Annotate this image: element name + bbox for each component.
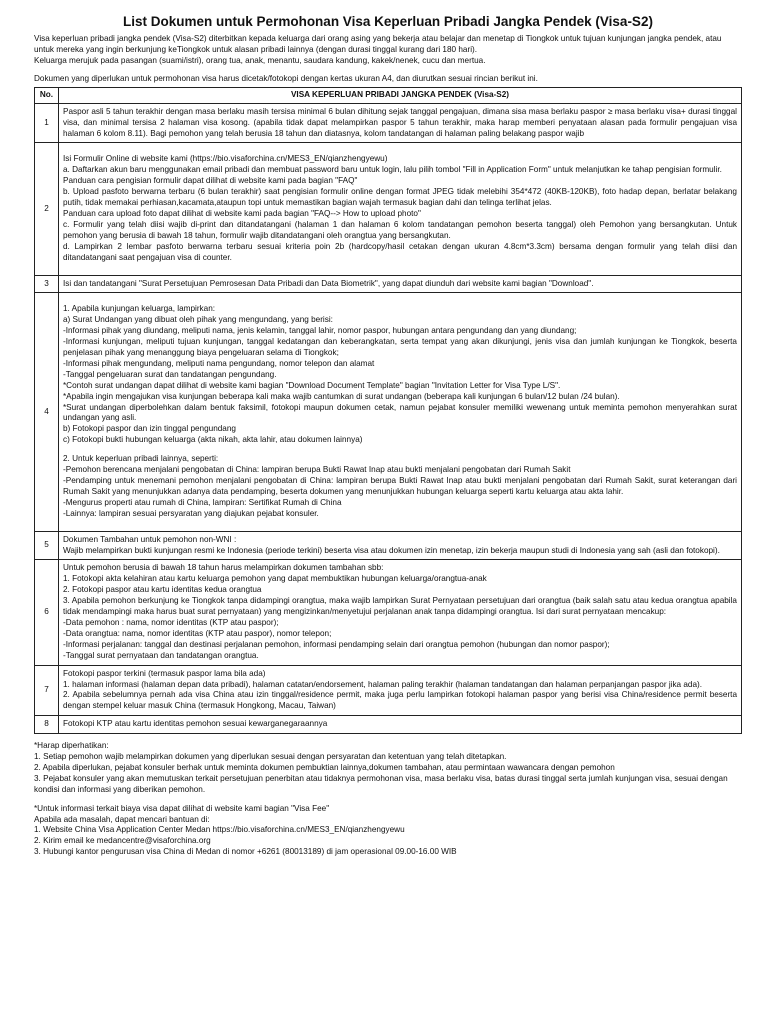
row-line: *Apabila ingin mengajukan visa kunjungan beberapa kali maka wajib cantumkan di surat undangan (beberapa kali kunjungan 6 bulan/12 bulan /24 bulan). (63, 391, 620, 401)
note-line (34, 796, 742, 804)
row-line: -Data orangtua: nama, nomor identitas (KTP atau paspor), nomor telepon; (63, 628, 332, 638)
row-line: -Pendamping untuk menemani pemohon menjalani pengobatan di China: lampiran berupa Bukti Rawat Inap atau bukti menjalani pengobatan dari Rumah Sakit, surat keterangan dari Rumah Sakit yang menunjukkan adanya data pendamping, beserta dokumen yang menunjukkan hubungan keluarga seperti kartu keluarga atau akta lahir. (63, 476, 737, 496)
table-row (35, 716, 742, 734)
row-number: 5 (35, 531, 59, 560)
row-line: Panduan cara upload foto dapat dilihat di website kami pada bagian "FAQ--> How to upload photo" (63, 208, 421, 218)
row-line: Fotokopi KTP atau kartu identitas pemohon sesuai kewarganegaraannya (63, 719, 328, 729)
row-line: Fotokopi paspor terkini (termasuk paspor lama bila ada) (63, 668, 266, 678)
row-line: d. Lampirkan 2 lembar pasfoto berwarna terbaru sesuai kriteria poin 2b (hardcopy/hasil cetakan dengan ukuran 4.8cm*3.3cm) bersama dengan formulir yang telah diisi dan ditandatangani saat pengajuan visa di counter. (63, 241, 737, 262)
document-title: List Dokumen untuk Permohonan Visa Keperluan Pribadi Jangka Pendek (Visa-S2) (123, 14, 653, 29)
row-content (59, 293, 742, 531)
row-line: -Informasi pihak mengundang, meliputi nama pengundang, nomor telepon dan alamat (63, 358, 375, 368)
row-line (63, 520, 737, 528)
row-line: -Tanggal pengeluaran surat dan tandatangan pengundang. (63, 369, 277, 379)
intro-paragraph: Visa keperluan pribadi jangka pendek (Visa-S2) diterbitkan kepada keluarga dari orang asing yang bekerja atau belajar dan menetap di Tiongkok untuk tujuan kunjungan jangka pendek, atau untuk mereka yang ingin berkunjung keTiongkok untuk alasan pribadi lainnya (dengan durasi tinggal kurang dari 180 hari). (34, 34, 722, 55)
row-line: Paspor asli 5 tahun terakhir dengan masa berlaku masih tersisa minimal 6 bulan dihitung sejak tanggal pengajuan, dimana sisa masa berlaku paspor ≥ masa berlaku visa+ durasi tinggal visa, dan minimal tersisa 2 halaman visa kosong. (apabila tidak dapat melampirkan paspor 5 tahun terakhir, maka harap memberi penyataan alasan pada formulir pengajuan visa halaman 6 kolom 8.11). Bagi pemohon yang telah berusia 18 tahun dan diatasnya, kolom tandatangan di halaman paling belakang paspor wajib (63, 106, 737, 138)
row-line: -Informasi kunjungan, meliputi tujuan kunjungan, tanggal kedatangan dan keberangkatan, serta tempat yang akan dikunjungi, jenis visa dan jumlah kunjungan ke Tiongkok, beserta penjelasan pihak yang menanggung biaya pengeluaran selama di Tiongkok; (63, 337, 737, 358)
row-line: -Pemohon berencana menjalani pengobatan di China: lampiran berupa Bukti Rawat Inap atau bukti menjalani pengobatan dari Rumah Sakit (63, 465, 571, 475)
note-line: 2. Apabila diperlukan, pejabat konsuler berhak untuk meminta dokumen pembuktian lainnya,dokumen tambahan, atau permintaan wawancara dengan pemohon (34, 762, 615, 772)
row-line: a. Daftarkan akun baru menggunakan email pribadi dan membuat password baru untuk login, lalu pilih tombol "Fill in Application Form" untuk melanjutkan ke tahap pengisian formulir. (63, 165, 722, 175)
row-line: *Contoh surat undangan dapat dilihat di website kami bagian "Download Document Template" bagian "Invitation Letter for Visa Type L/S". (63, 380, 561, 390)
row-line: 2. Fotokopi paspor atau kartu identitas kedua orangtua (63, 585, 262, 595)
note-line: 3. Pejabat konsuler yang akan memutuskan terkait persetujuan penerbitan atau tidaknya permohonan visa, masa berlaku visa, batas durasi tinggal serta jumlah kunjungan visa, sesuai dengan kondisi dan informasi yang diberikan pemohon. (34, 773, 728, 794)
note-line: 1. Setiap pemohon wajib melampirkan dokumen yang diperlukan sesuai dengan persyaratan dan ketentuan yang telah ditetapkan. (34, 752, 507, 762)
table-row (35, 293, 742, 531)
row-line: *Surat undangan diperbolehkan dalam bentuk faksimil, fotokopi maupun dokumen cetak, namun pejabat konsuler memiliki wewenang untuk meminta pemohon menyerahkan surat undangan yang asli. (63, 402, 737, 423)
row-line: 2. Apabila sebelumnya pernah ada visa China atau izin tinggal/residence permit, maka juga perlu lampirkan fotokopi halaman paspor yang berisi visa China/residence permit beserta dengan stempel keluar masuk China (termasuk Hongkong, Macau, Taiwan) (63, 690, 737, 711)
table-row (35, 143, 742, 275)
note-line: *Harap diperhatikan: (34, 741, 109, 751)
row-content (59, 275, 742, 293)
table-row (35, 275, 742, 293)
row-line: -Informasi pihak yang diundang, meliputi nama, jenis kelamin, tanggal lahir, nomor paspor, hubungan antara pengundang dan yang diundang; (63, 326, 577, 336)
row-line: a) Surat Undangan yang dibuat oleh pihak yang mengundang, yang berisi: (63, 315, 333, 325)
row-content (59, 143, 742, 275)
row-line: 3. Apabila pemohon berkunjung ke Tiongkok tanpa didampingi orangtua, maka wajib lampirkan Surat Pernyataan persetujuan dari orangtua (baik salah satu atau kedua orangtua apabila tidak mendampingi maka harus buat surat pernyataan) yang mengizinkan/menyetujui perjalanan anak tanpa didampingi orangtua. Isi dari surat pernyataan mencakup: (63, 596, 737, 617)
row-line: -Data pemohon : nama, nomor identitas (KTP atau paspor); (63, 617, 279, 627)
table-header-row (35, 87, 742, 103)
row-line: -Tanggal surat pernyataan dan tandatangan orangtua. (63, 650, 259, 660)
note-line: 1. Website China Visa Application Center Medan https://bio.visaforchina.cn/MES3_EN/qianzhengyewu (34, 825, 405, 835)
intro-paragraph: Keluarga merujuk pada pasangan (suami/istri), orang tua, anak, menantu, saudara kandung, kakek/nenek, cucu dan mertua. (34, 56, 486, 65)
table-row (35, 665, 742, 716)
row-line: 1. Fotokopi akta kelahiran atau kartu keluarga pemohon yang dapat membuktikan hubungan keluarga/orangtua-anak (63, 574, 487, 584)
row-line (63, 146, 737, 154)
row-line: -Informasi perjalanan: tanggal dan destinasi perjalanan pemohon, informasi pendamping selain dari orangtua pemohon (hubungan dan nomor paspor); (63, 639, 610, 649)
row-line (63, 296, 737, 304)
row-number: 3 (35, 275, 59, 293)
row-line: b. Upload pasfoto berwarna terbaru (6 bulan terakhir) saat pengisian formulir online dengan format JPEG tidak melebihi 354*472 (40KB-120KB), foto hadap depan, berlatar belakang putih, tidak memakai perhiasan,kacamata,ataupun topi untuk memastikan bagian wajah termasuk bagian dahi dan telinga terlihat jelas. (63, 187, 737, 208)
row-line: -Mengurus properti atau rumah di China, lampiran: Sertifikat Rumah di China (63, 497, 342, 507)
row-line: Wajib melampirkan bukti kunjungan resmi ke Indonesia (periode terkini) beserta visa atau dokumen izin menetap, izin bekerja maupun studi di Indonesia yang sah (asli dan fotokopi). (63, 545, 720, 555)
row-line: 1. halaman informasi (halaman depan data pribadi), halaman catatan/endorsement, halaman paling terakhir (halaman tandatangan dan halaman perpanjangan paspor jika ada). (63, 679, 703, 689)
row-number: 4 (35, 293, 59, 531)
note-line: Apabila ada masalah, dapat mencari bantuan di: (34, 814, 210, 824)
row-content (59, 716, 742, 734)
row-number: 2 (35, 143, 59, 275)
note-line: 2. Kirim email ke medancentre@visaforchina.org (34, 836, 211, 846)
table-row (35, 560, 742, 665)
row-line: Isi Formulir Online di website kami (https://bio.visaforchina.cn/MES3_EN/qianzhengyewu) (63, 154, 388, 164)
note-line: 3. Hubungi kantor pengurusan visa China di Medan di nomor +6261 (80013189) di jam operasional 09.00-16.00 WIB (34, 847, 457, 857)
note-line: *Untuk informasi terkait biaya visa dapat dilihat di website kami bagian "Visa Fee" (34, 803, 330, 813)
column-header-no: No. (35, 87, 59, 103)
row-line (63, 264, 737, 272)
column-header-title: VISA KEPERLUAN PRIBADI JANGKA PENDEK (Visa-S2) (59, 87, 742, 103)
row-line: 2. Untuk keperluan pribadi lainnya, seperti: (63, 454, 219, 464)
row-number: 1 (35, 103, 59, 143)
row-line: Isi dan tandatangani "Surat Persetujuan Pemrosesan Data Pribadi dan Data Biometrik", yang dapat diunduh dari website kami bagian "Download". (63, 278, 594, 288)
row-line: -Lainnya: lampiran sesuai persyaratan yang diajukan pejabat konsuler. (63, 508, 319, 518)
row-line: Panduan cara pengisian formulir dapat dilihat di website kami pada bagian "FAQ" (63, 176, 358, 186)
intro-section (34, 34, 742, 85)
row-line (63, 446, 737, 454)
row-number: 8 (35, 716, 59, 734)
row-number: 7 (35, 665, 59, 716)
row-line: 1. Apabila kunjungan keluarga, lampirkan: (63, 304, 216, 314)
intro-paragraph: Dokumen yang diperlukan untuk permohonan visa harus dicetak/fotokopi dengan kertas ukuran A4, dan diurutkan sesuai rincian berikut ini. (34, 73, 538, 83)
row-line: Untuk pemohon berusia di bawah 18 tahun harus melampirkan dokumen tambahan sbb: (63, 563, 384, 573)
row-line: c. Formulir yang telah diisi wajib di-print dan ditandatangani (halaman 1 dan halaman 6 kolom tandatangan pemohon beserta tanggal) oleh Pemohon yang bersangkutan. Untuk pemohon yang berusia di bawah 18 tahun, formulir wajib ditandatangani oleh orangtua yang bersangkutan. (63, 219, 737, 240)
row-content (59, 103, 742, 143)
row-line: b) Fotokopi paspor dan izin tinggal pengundang (63, 424, 236, 434)
row-content (59, 560, 742, 665)
row-content (59, 665, 742, 716)
document-table (34, 87, 742, 734)
table-row (35, 531, 742, 560)
row-line: c) Fotokopi bukti hubungan keluarga (akta nikah, akta lahir, atau dokumen lainnya) (63, 435, 363, 445)
notes-section (34, 741, 742, 858)
row-line: Dokumen Tambahan untuk pemohon non-WNI : (63, 534, 237, 544)
row-content (59, 531, 742, 560)
row-number: 6 (35, 560, 59, 665)
table-row (35, 103, 742, 143)
